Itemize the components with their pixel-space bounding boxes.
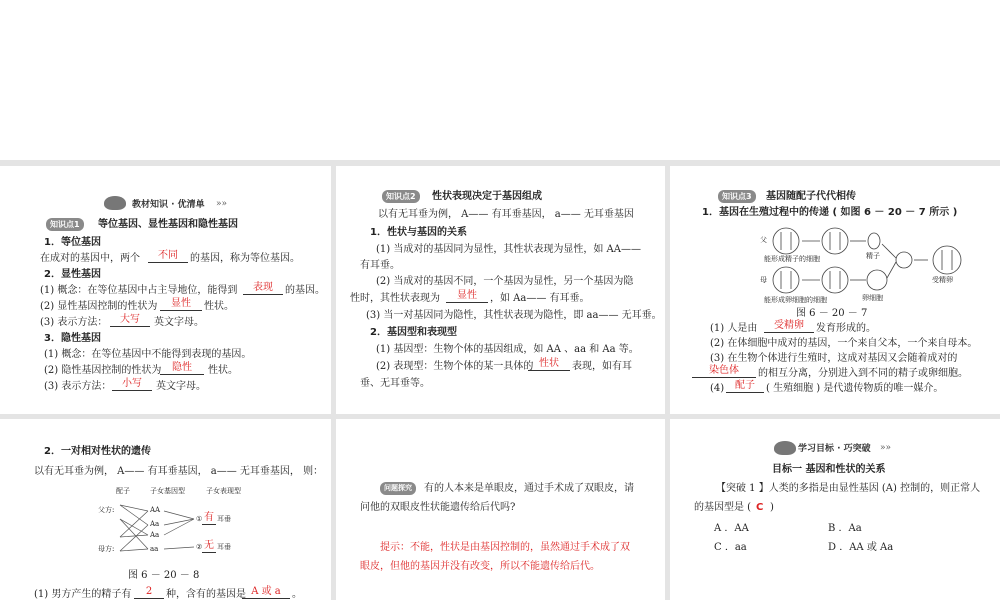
text-line: 英文字母。 [154, 317, 204, 328]
blank-top-area [0, 0, 1000, 160]
label-egg-cell: 能形成卵细胞的细胞 [764, 296, 827, 304]
col-gamete: 配子 [116, 487, 130, 495]
text-line: (2) 表现型：生物个体的某一具体的 [376, 361, 534, 372]
option-c[interactable]: C ．aa [714, 542, 747, 553]
genotype-2: Aa [150, 520, 160, 528]
text-line: 的基因。 [285, 285, 325, 296]
answer-blank[interactable]: 表现 [243, 282, 283, 295]
col-phenotype: 子女表现型 [206, 487, 241, 495]
option-d[interactable]: D ．AA 或 Aa [828, 542, 894, 553]
marker-2: ② [196, 543, 203, 551]
text-line: (2) 当成对的基因不同，一个基因为显性，另一个基因为隐 [376, 276, 634, 287]
label-sperm-cell: 能形成精子的细胞 [764, 255, 820, 263]
text-line: (1) 概念：在等位基因中占主导地位，能得到 [40, 285, 238, 296]
text-line: (3) 当一对基因同为隐性，其性状表现为隐性，即 aa—— 无耳垂。 [366, 310, 662, 321]
col-genotype: 子女基因型 [150, 487, 185, 495]
answer-blank[interactable]: 不同 [148, 250, 188, 263]
text-line: 性状。 [208, 365, 238, 376]
text-line: (3) 表示方法： [44, 381, 112, 392]
answer-blank[interactable]: 有 [204, 512, 214, 523]
knowledge-point-title: 性状表现决定于基因组成 [432, 191, 542, 202]
answer-blank[interactable]: 受精卵 [764, 320, 814, 333]
marker-1: ① [196, 515, 203, 523]
option-b[interactable]: B ．Aa [828, 523, 862, 534]
answer-blank[interactable]: 小写 [112, 378, 152, 391]
answer-blank[interactable]: 无 [204, 540, 214, 551]
text-line: ，如 Aa—— 有耳垂。 [490, 293, 590, 304]
text-line: ( 生殖细胞 ) 是代遗传物质的唯一媒介。 [766, 383, 944, 394]
label-father: 父方: [98, 506, 115, 514]
section-banner: 教材知识 · 优清单 [132, 200, 205, 210]
text-line: 有耳垂。 [360, 260, 400, 271]
answer-choice[interactable]: C [756, 502, 764, 513]
label-ear: 耳垂 [217, 515, 231, 523]
hint-line: 眼皮，但他的基因并没有改变，所以不能遗传给后代。 [360, 561, 600, 572]
label-ear: 耳垂 [217, 543, 231, 551]
figure-caption: 图 6 － 20 － 7 [796, 308, 868, 319]
question-line: 的基因型是 ( [694, 502, 752, 513]
heading-genotype: 2．基因型和表现型 [370, 327, 457, 338]
text-line: (2) 隐性基因控制的性状为 [44, 365, 162, 376]
heading-trait-gene: 1．性状与基因的关系 [370, 227, 467, 238]
text-line: 在成对的基因中，两个 [40, 253, 140, 264]
question-line: 问他的双眼皮性状能遗传给后代吗? [360, 502, 516, 513]
goal-title: 目标一 基因和性状的关系 [772, 464, 886, 475]
genotype-3: Aa [150, 531, 160, 539]
knowledge-point-title: 基因随配子代代相传 [766, 191, 856, 202]
label-egg: 卵细胞 [862, 294, 883, 302]
question-line: ) [770, 502, 774, 513]
chevron-right-icon: »» [216, 199, 228, 209]
label-zygote: 受精卵 [932, 276, 953, 284]
knowledge-point-title: 等位基因、显性基因和隐性基因 [98, 219, 238, 230]
text-line: 以有无耳垂为例， A—— 有耳垂基因， a—— 无耳垂基因 [378, 209, 634, 220]
label-mother: 母 [760, 276, 767, 284]
text-line: 英文字母。 [156, 381, 206, 392]
answer-blank[interactable]: 显性 [160, 298, 202, 311]
heading-recessive-gene: 3．隐性基因 [44, 333, 101, 344]
text-line: (1) 男方产生的精子有 [34, 589, 132, 600]
slide-relative-trait[interactable] [0, 419, 331, 600]
text-line: 垂、无耳垂等。 [360, 378, 430, 389]
text-line: 发育形成的。 [816, 323, 876, 334]
question-line: 有的人本来是单眼皮，通过手术成了双眼皮，请 [424, 483, 634, 494]
genotype-1: AA [150, 506, 161, 514]
text-line: 以有无耳垂为例， A—— 有耳垂基因， a—— 无耳垂基因， 则： [34, 466, 324, 477]
heading-transmission: 1．基因在生殖过程中的传递 ( 如图 6 － 20 － 7 所示 ) [702, 207, 958, 218]
section-banner: 学习目标 · 巧突破 [798, 444, 871, 454]
slide-problem-explore[interactable] [336, 419, 665, 600]
text-line: (2) 显性基因控制的性状为 [40, 301, 158, 312]
text-line: 表现，如有耳 [572, 361, 632, 372]
answer-blank[interactable]: 显性 [446, 290, 488, 303]
answer-blank[interactable]: 隐性 [160, 362, 204, 375]
label-mother: 母方: [98, 545, 115, 553]
text-line: 的基因，称为等位基因。 [190, 253, 300, 264]
heading-allele: 1．等位基因 [44, 237, 101, 248]
text-line: 。 [292, 589, 302, 600]
text-line: (1) 人是由 [710, 323, 758, 334]
slide-genotype-phenotype[interactable] [336, 166, 665, 414]
genotype-4: aa [150, 545, 159, 553]
globe-icon [104, 196, 126, 210]
label-father: 父 [760, 236, 767, 244]
text-line: (3) 表示方法： [40, 317, 108, 328]
heading-relative-trait: 2．一对相对性状的遗传 [44, 446, 151, 457]
knowledge-point-badge: 知识点1 [46, 218, 84, 231]
bird-icon [774, 441, 796, 455]
text-line: (3) 在生物个体进行生殖时，这成对基因又会随着成对的 [710, 353, 958, 364]
answer-blank[interactable]: A 或 a [242, 586, 290, 599]
hint-line: 提示：不能，性状是由基因控制的，虽然通过手术成了双 [380, 542, 630, 553]
text-line: (2) 在体细胞中成对的基因，一个来自父本，一个来自母本。 [710, 338, 978, 349]
text-line: (1) 基因型：生物个体的基因组成，如 AA 、aa 和 Aa 等。 [376, 344, 639, 355]
text-line: 性状。 [204, 301, 234, 312]
answer-blank[interactable]: 性状 [528, 358, 570, 371]
chevron-right-icon: »» [880, 443, 892, 453]
answer-blank[interactable]: 染色体 [692, 365, 756, 378]
text-line: 种，含有的基因是 [166, 589, 246, 600]
text-line: (4) [710, 383, 725, 394]
text-line: 性时，其性状表现为 [350, 293, 440, 304]
slide-learning-goals[interactable] [670, 419, 1000, 600]
option-a[interactable]: A ．AA [714, 523, 749, 534]
slide-gene-inheritance[interactable] [670, 166, 1000, 414]
text-line: 的相互分离，分别进入到不同的精子或卵细胞。 [758, 368, 968, 379]
answer-blank[interactable]: 大写 [110, 314, 150, 327]
knowledge-point-badge: 知识点3 [718, 190, 756, 203]
heading-dominant-gene: 2．显性基因 [44, 269, 101, 280]
answer-blank[interactable]: 配子 [726, 380, 764, 393]
explore-badge: 问题探究 [380, 482, 416, 495]
slide-textbook-knowledge[interactable] [0, 166, 331, 414]
figure-caption: 图 6 － 20 － 8 [128, 570, 200, 581]
knowledge-point-badge: 知识点2 [382, 190, 420, 203]
answer-blank[interactable]: 2 [134, 586, 164, 599]
text-line: (1) 当成对的基因同为显性，其性状表现为显性，如 AA—— [376, 244, 641, 255]
label-sperm: 精子 [866, 252, 880, 260]
text-line: (1) 概念：在等位基因中不能得到表现的基因。 [44, 349, 252, 360]
question-line: 【突破 1 】人类的多指是由显性基因 (A) 控制的，则正常人 [716, 483, 981, 494]
